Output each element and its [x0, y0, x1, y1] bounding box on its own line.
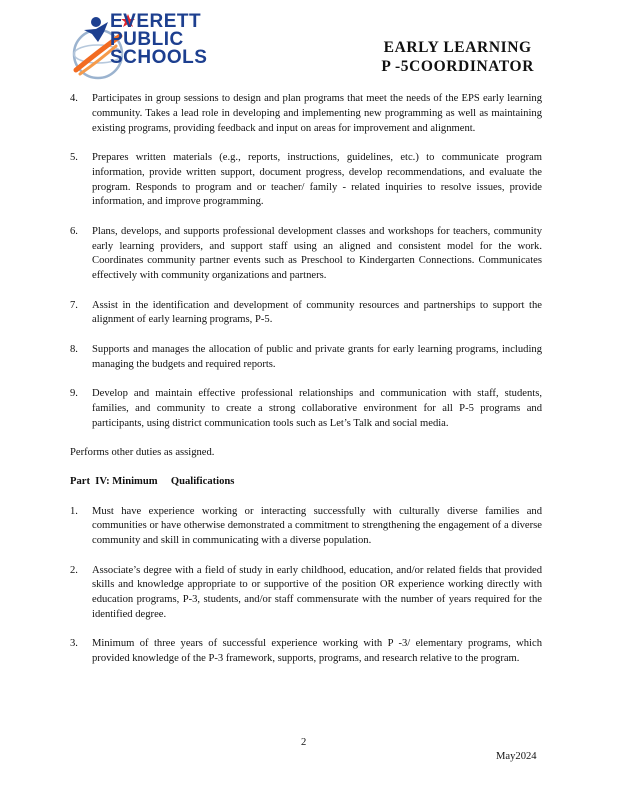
- list-item: [70, 92, 542, 136]
- item-number: 1.: [70, 505, 78, 517]
- list-item: [70, 343, 542, 373]
- item-text: Supports and manages the allocation of public and private grants for early learning programs, including managing the budgets and required reports.: [92, 343, 542, 370]
- logo-wordmark: [110, 13, 207, 67]
- item-number: 6.: [70, 225, 78, 237]
- logo-line-2: PUBLIC: [110, 29, 184, 50]
- title-line-2: P -5COORDINATOR: [381, 58, 534, 75]
- document-title: [381, 38, 534, 76]
- item-text: Minimum of three years of successful experience working with P -3/ elementary programs, which provided knowledge of the P-3 framework, supports, programs, and research relative to the program.: [92, 638, 542, 665]
- logo-line-1: EVERETT: [110, 11, 202, 32]
- title-line-1: EARLY LEARNING: [383, 39, 532, 56]
- item-number: 8.: [70, 343, 78, 355]
- item-number: 5.: [70, 151, 78, 163]
- list-item: [70, 564, 542, 623]
- document-body: [70, 92, 542, 682]
- duties-list: [70, 92, 542, 431]
- item-number: 3.: [70, 638, 78, 650]
- item-text: Assist in the identification and development of community resources and partnerships to support the alignment of early learning programs, P-5.: [92, 299, 542, 326]
- item-number: 9.: [70, 387, 78, 399]
- list-item: [70, 151, 542, 210]
- item-text: Must have experience working or interacting successfully with culturally diverse families and communities or have otherwise demonstrated a commitment to strengthening the engagement of a diverse community and skill in communicating with a diverse population.: [92, 505, 542, 547]
- page-number: 2: [301, 737, 307, 748]
- list-item: [70, 299, 542, 329]
- item-text: Plans, develops, and supports professional development classes and workshops for teachers, community early learning providers, and support staff using an aligned and consistent model for the work. Coordinates community partner events such as Preschool to Kindergarten Connections. Communicates effectively with community organizations and partners.: [92, 225, 542, 282]
- list-item: [70, 637, 542, 667]
- item-number: 2.: [70, 564, 78, 576]
- qualifications-list: [70, 505, 542, 667]
- logo-line-3: SCHOOLS: [110, 47, 208, 68]
- revision-date: May2024: [496, 751, 537, 762]
- item-number: 4.: [70, 93, 78, 104]
- section-heading: Part IV: Minimum Qualifications: [70, 476, 235, 488]
- item-text: Participates in group sessions to design and plan programs that meet the needs of the EPS early learning community. Takes a lead role in developing and implementing new programming as well as maintaining existing programs, providing feedback and input on areas for improvement and alignment.: [92, 93, 542, 134]
- list-item: [70, 225, 542, 284]
- item-number: 7.: [70, 299, 78, 311]
- list-item: [70, 505, 542, 549]
- other-duties-text: Performs other duties as assigned.: [70, 446, 215, 458]
- item-text: Develop and maintain effective professional relationships and communication with staff, students, families, and community to create a strong collaborative environment for all P-5 programs and participants, using district communication tools such as Let’s Talk and social media.: [92, 387, 542, 429]
- item-text: Associate’s degree with a field of study in early childhood, education, and/or related fields that provided skills and knowledge appropriate to or supportive of the position OR experience working directly with education programs, P-3, students, and/or staff commensurate with the number of years required for the identified degree.: [92, 564, 542, 621]
- list-item: [70, 387, 542, 431]
- item-text: Prepares written materials (e.g., reports, instructions, guidelines, etc.) to communicate program information, provide written support, document progress, develop recommendations, and evaluate the program. Responds to program and or teacher/ family - related inquiries to resolve issues, provide information, and improve programming.: [92, 151, 542, 208]
